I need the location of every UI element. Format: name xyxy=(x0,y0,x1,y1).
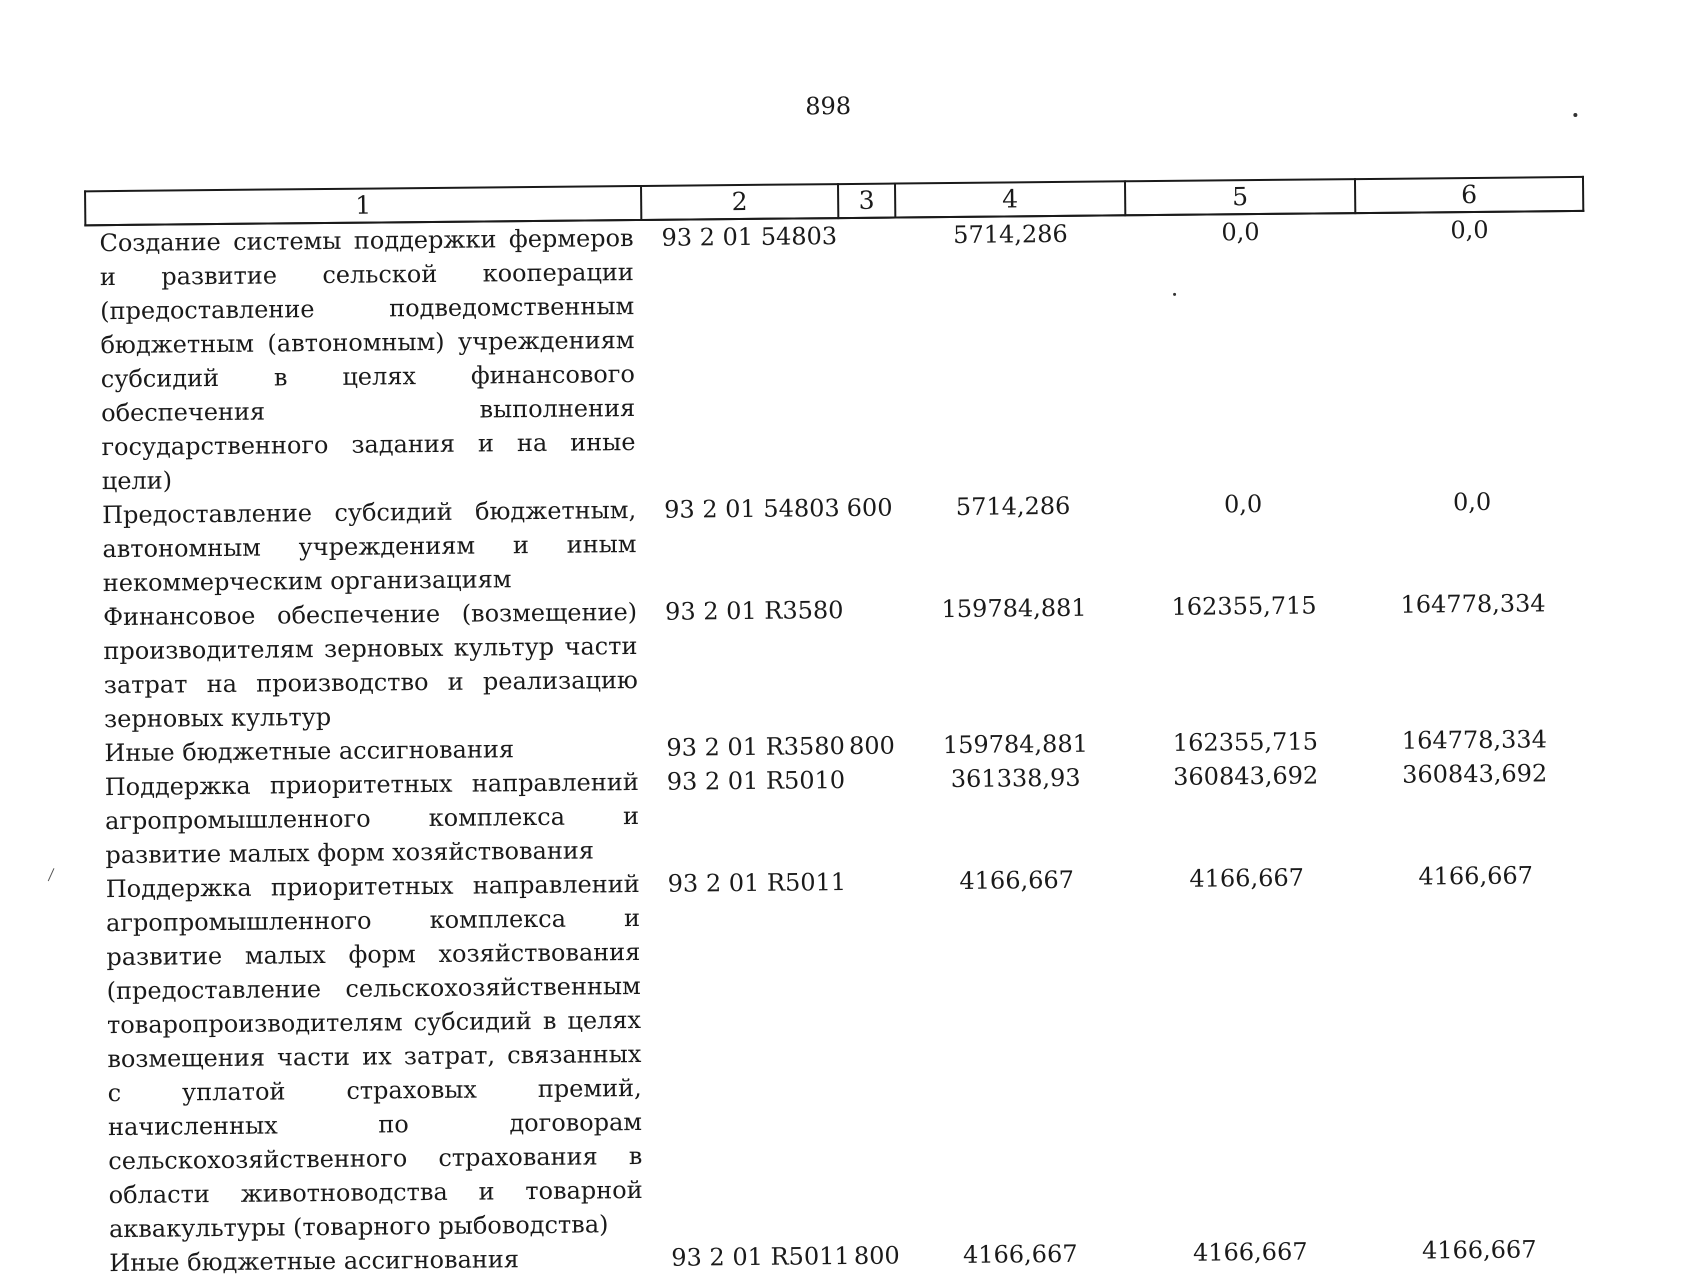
column-header: 4 xyxy=(895,181,1125,217)
column-header: 5 xyxy=(1125,179,1355,215)
row-expense-type xyxy=(845,864,906,1239)
row-value-col5: 0,0 xyxy=(1223,490,1263,519)
row-value-col5: 4166,667 xyxy=(1192,1237,1308,1267)
row-value-col5: 162355,715 xyxy=(1171,591,1317,621)
row-value-col6: 164778,334 xyxy=(1400,589,1546,619)
row-expense-type xyxy=(838,218,898,492)
row-code: 93 2 01 R3580 xyxy=(666,732,845,762)
row-value-col4: 159784,881 xyxy=(942,729,1089,760)
row-value-col4: 159784,881 xyxy=(941,593,1087,624)
table-row xyxy=(89,586,1588,736)
table-row xyxy=(88,484,1587,600)
row-name: Иные бюджетные ассигнования xyxy=(109,1245,520,1278)
row-value-col4: 361338,93 xyxy=(950,763,1081,794)
row-name: Финансовое обеспечение (возмещение) производителям зерновых культур части затрат на производство и реализацию зерновых культур xyxy=(102,598,638,734)
row-value-col6: 360843,692 xyxy=(1402,759,1548,789)
column-header: 6 xyxy=(1355,177,1583,213)
row-value-col4: 5714,286 xyxy=(953,219,1068,249)
row-value-col5: 4166,667 xyxy=(1189,863,1305,893)
row-value-col6: 0,0 xyxy=(1450,215,1489,245)
row-value-col5: 360843,692 xyxy=(1173,761,1319,791)
budget-table xyxy=(84,176,1594,1280)
row-code: 93 2 01 R3580 xyxy=(664,596,844,626)
row-value-col4: 4166,667 xyxy=(962,1239,1078,1269)
scan-speck xyxy=(1573,113,1577,117)
row-value-col5: 0,0 xyxy=(1221,218,1260,247)
table-row xyxy=(85,211,1586,498)
table-row xyxy=(91,756,1590,872)
row-code: 93 2 01 R5011 xyxy=(671,1242,850,1272)
row-value-col5: 162355,715 xyxy=(1172,727,1319,757)
column-header: 1 xyxy=(85,186,641,225)
column-header: 2 xyxy=(641,184,838,220)
row-value-col4: 5714,286 xyxy=(955,491,1071,521)
row-value-col6: 0,0 xyxy=(1452,487,1492,517)
row-expense-type: 600 xyxy=(846,493,893,523)
scan-mark xyxy=(48,868,55,881)
row-name: Создание системы поддержки фермеров и развитие сельской кооперации (предоставление подведомственным бюджетным (автономным) учреждениям субсидий в целях финансового обеспечения выполнения государственного задания и на иные цели) xyxy=(99,224,636,496)
page-number: 898 xyxy=(805,91,852,121)
row-name: Поддержка приоритетных направлений агропромышленного комплекса и развитие малых форм хозяйствования (предоставление сельскохозяйственным товаропроизводителям субсидий в целях возмещения части их затрат, связанных с уплатой страховых премий, начисленных по договорам сельскохозяйственного страхования в области животноводства и товарной аквакультуры (товарного рыбоводства) xyxy=(105,870,643,1244)
row-name: Предоставление субсидий бюджетным, автономным учреждениям и иным некоммерческим организациям xyxy=(102,496,637,598)
row-value-col6: 164778,334 xyxy=(1401,725,1548,755)
row-code: 93 2 01 54803 xyxy=(663,494,840,524)
row-value-col6: 4166,667 xyxy=(1418,861,1534,891)
row-code: 93 2 01 R5011 xyxy=(667,868,847,898)
row-expense-type xyxy=(842,593,900,730)
row-name: Поддержка приоритетных направлений агропромышленного комплекса и развитие малых форм хозяйствования xyxy=(104,768,640,870)
row-expense-type: 800 xyxy=(848,731,895,760)
row-code: 93 2 01 R5010 xyxy=(666,766,846,796)
table-row xyxy=(92,858,1594,1246)
row-value-col4: 4166,667 xyxy=(959,865,1075,895)
column-header: 3 xyxy=(838,184,895,219)
row-name: Иные бюджетные ассигнования xyxy=(104,735,515,768)
row-code: 93 2 01 54803 xyxy=(661,222,838,252)
row-value-col6: 4166,667 xyxy=(1421,1235,1537,1265)
row-expense-type: 800 xyxy=(853,1241,900,1270)
row-expense-type xyxy=(844,763,902,866)
